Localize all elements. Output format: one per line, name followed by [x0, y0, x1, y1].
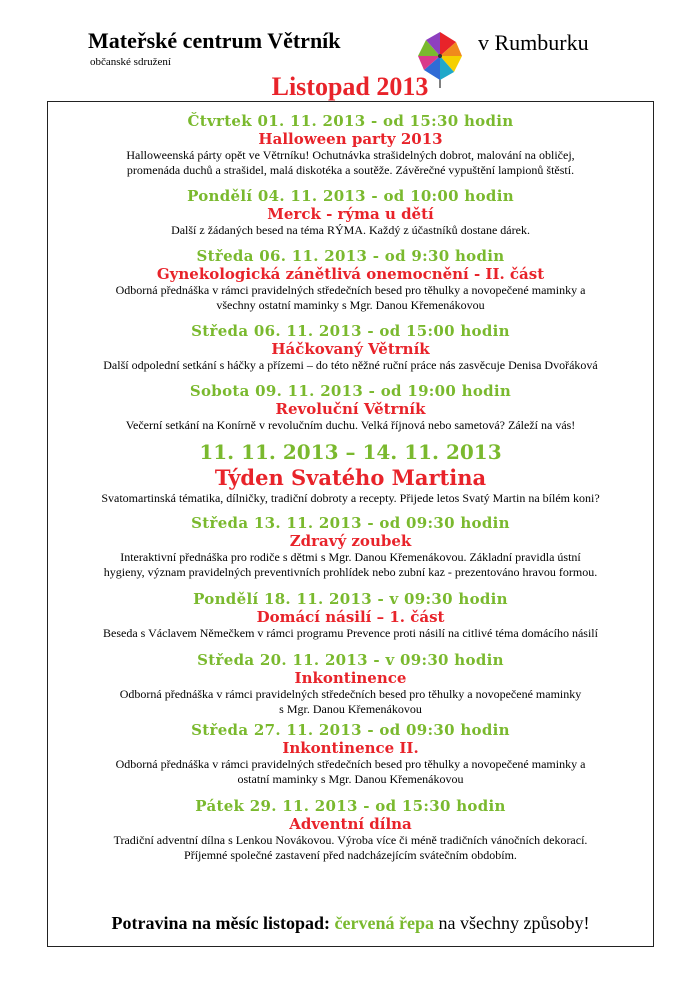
event-date: Pondělí 04. 11. 2013 - od 10:00 hodin [187, 187, 514, 205]
event-title: Adventní dílna [289, 815, 412, 833]
footer-highlight: červená řepa [334, 913, 434, 933]
event-title: Háčkovaný Větrník [271, 340, 430, 358]
event-desc-line: s Mgr. Danou Křemenákovou [279, 702, 422, 716]
events-list [48, 112, 653, 863]
event-desc-line: Interaktivní přednáška pro rodiče s dětmi s Mgr. Danou Křemenákovou. Základní pravidla ústní [120, 550, 581, 564]
event-item [48, 247, 653, 313]
week-desc: Svatomartinská tématika, dílničky, tradiční dobroty a recepty. Přijede letos Svatý Martin na bílém koni? [101, 491, 600, 505]
footer-label: Potravina na měsíc listopad: [111, 913, 331, 933]
event-item [48, 797, 653, 863]
footer-rest: na všechny způsoby! [438, 913, 590, 933]
event-item [48, 514, 653, 580]
event-desc-line: Příjemné společné zastavení před nadcházejícím svátečním obdobím. [184, 848, 517, 862]
header [0, 0, 700, 100]
event-title: Inkontinence II. [282, 739, 419, 757]
month-title: Listopad 2013 [271, 72, 429, 101]
event-item [48, 187, 653, 238]
org-name: Mateřské centrum Větrník [88, 28, 341, 53]
event-item [48, 651, 653, 717]
event-title: Gynekologická zánětlivá onemocnění - II. část [156, 265, 545, 283]
event-item [48, 382, 653, 433]
event-title: Halloween party 2013 [258, 130, 443, 148]
event-desc-line: Večerní setkání na Konírně v revolučním duchu. Velká říjnová nebo sametová? Záleží na vás! [125, 418, 576, 432]
event-desc-line: Beseda s Václavem Němečkem v rámci programu Prevence proti násilí na citlivé téma domácího násilí [103, 626, 598, 640]
events-group-1 [48, 112, 653, 433]
event-item [48, 590, 653, 641]
event-desc-line: ostatní maminky s Mgr. Danou Křemenákovou [237, 772, 464, 786]
event-desc-line: Odborná přednáška v rámci pravidelných středečních besed pro těhulky a novopečené maminky a [115, 283, 586, 297]
event-date: Středa 20. 11. 2013 - v 09:30 hodin [197, 651, 504, 669]
week-title: Týden Svatého Martina [214, 465, 487, 490]
event-date: Pondělí 18. 11. 2013 - v 09:30 hodin [193, 590, 508, 608]
event-item [48, 322, 653, 373]
event-desc-line: Další odpolední setkání s háčky a přízemi – do této něžné ruční práce nás zasvěcuje Denisa Dvořáková [103, 358, 598, 372]
event-date: Pátek 29. 11. 2013 - od 15:30 hodin [195, 797, 506, 815]
event-desc-line: Další z žádaných besed na téma RÝMA. Každý z účastníků dostane dárek. [171, 223, 530, 237]
event-date: Středa 13. 11. 2013 - od 09:30 hodin [191, 514, 510, 532]
event-desc-line: všechny ostatní maminky s Mgr. Danou Křemenákovou [216, 298, 485, 312]
event-item [48, 112, 653, 178]
event-title: Merck - rýma u dětí [267, 205, 434, 223]
event-desc-line: Tradiční adventní dílna s Lenkou Novákovou. Výroba více či méně tradičních vánočních dekorací. [113, 833, 588, 847]
org-location: v Rumburku [478, 30, 589, 55]
event-desc-line: Odborná přednáška v rámci pravidelných středečních besed pro těhulky a novopečené maminky a [115, 757, 586, 771]
event-desc-line: Halloweenská párty opět ve Větrníku! Ochutnávka strašidelných dobrot, malování na obličej, [126, 148, 575, 162]
event-date: Středa 06. 11. 2013 - od 9:30 hodin [196, 247, 505, 265]
event-date: Středa 06. 11. 2013 - od 15:00 hodin [191, 322, 510, 340]
event-date: Středa 27. 11. 2013 - od 09:30 hodin [191, 721, 510, 739]
event-title: Revoluční Větrník [275, 400, 426, 418]
event-title: Zdravý zoubek [289, 532, 412, 550]
event-date: Čtvrtek 01. 11. 2013 - od 15:30 hodin [187, 112, 514, 130]
event-date: Sobota 09. 11. 2013 - od 19:00 hodin [189, 382, 512, 400]
events-group-2 [48, 514, 653, 863]
event-desc-line: Odborná přednáška v rámci pravidelných středečních besed pro těhulky a novopečené maminky [119, 687, 582, 701]
week-block [48, 439, 653, 506]
footer [48, 913, 653, 934]
event-title: Inkontinence [294, 669, 407, 687]
week-date: 11. 11. 2013 – 14. 11. 2013 [199, 440, 502, 464]
event-desc-line: promenáda duchů a strašidel, malá diskotéka a soutěže. Závěrečné vypuštění lampionů štěstí. [126, 163, 575, 177]
event-title: Domácí násilí – 1. část [256, 608, 445, 626]
event-desc-line: hygieny, význam pravidelných preventivních prohlídek nebo zubní kaz - prezentováno hravou formou. [103, 565, 598, 579]
org-subtitle: občanské sdružení [90, 56, 171, 68]
event-item [48, 721, 653, 787]
